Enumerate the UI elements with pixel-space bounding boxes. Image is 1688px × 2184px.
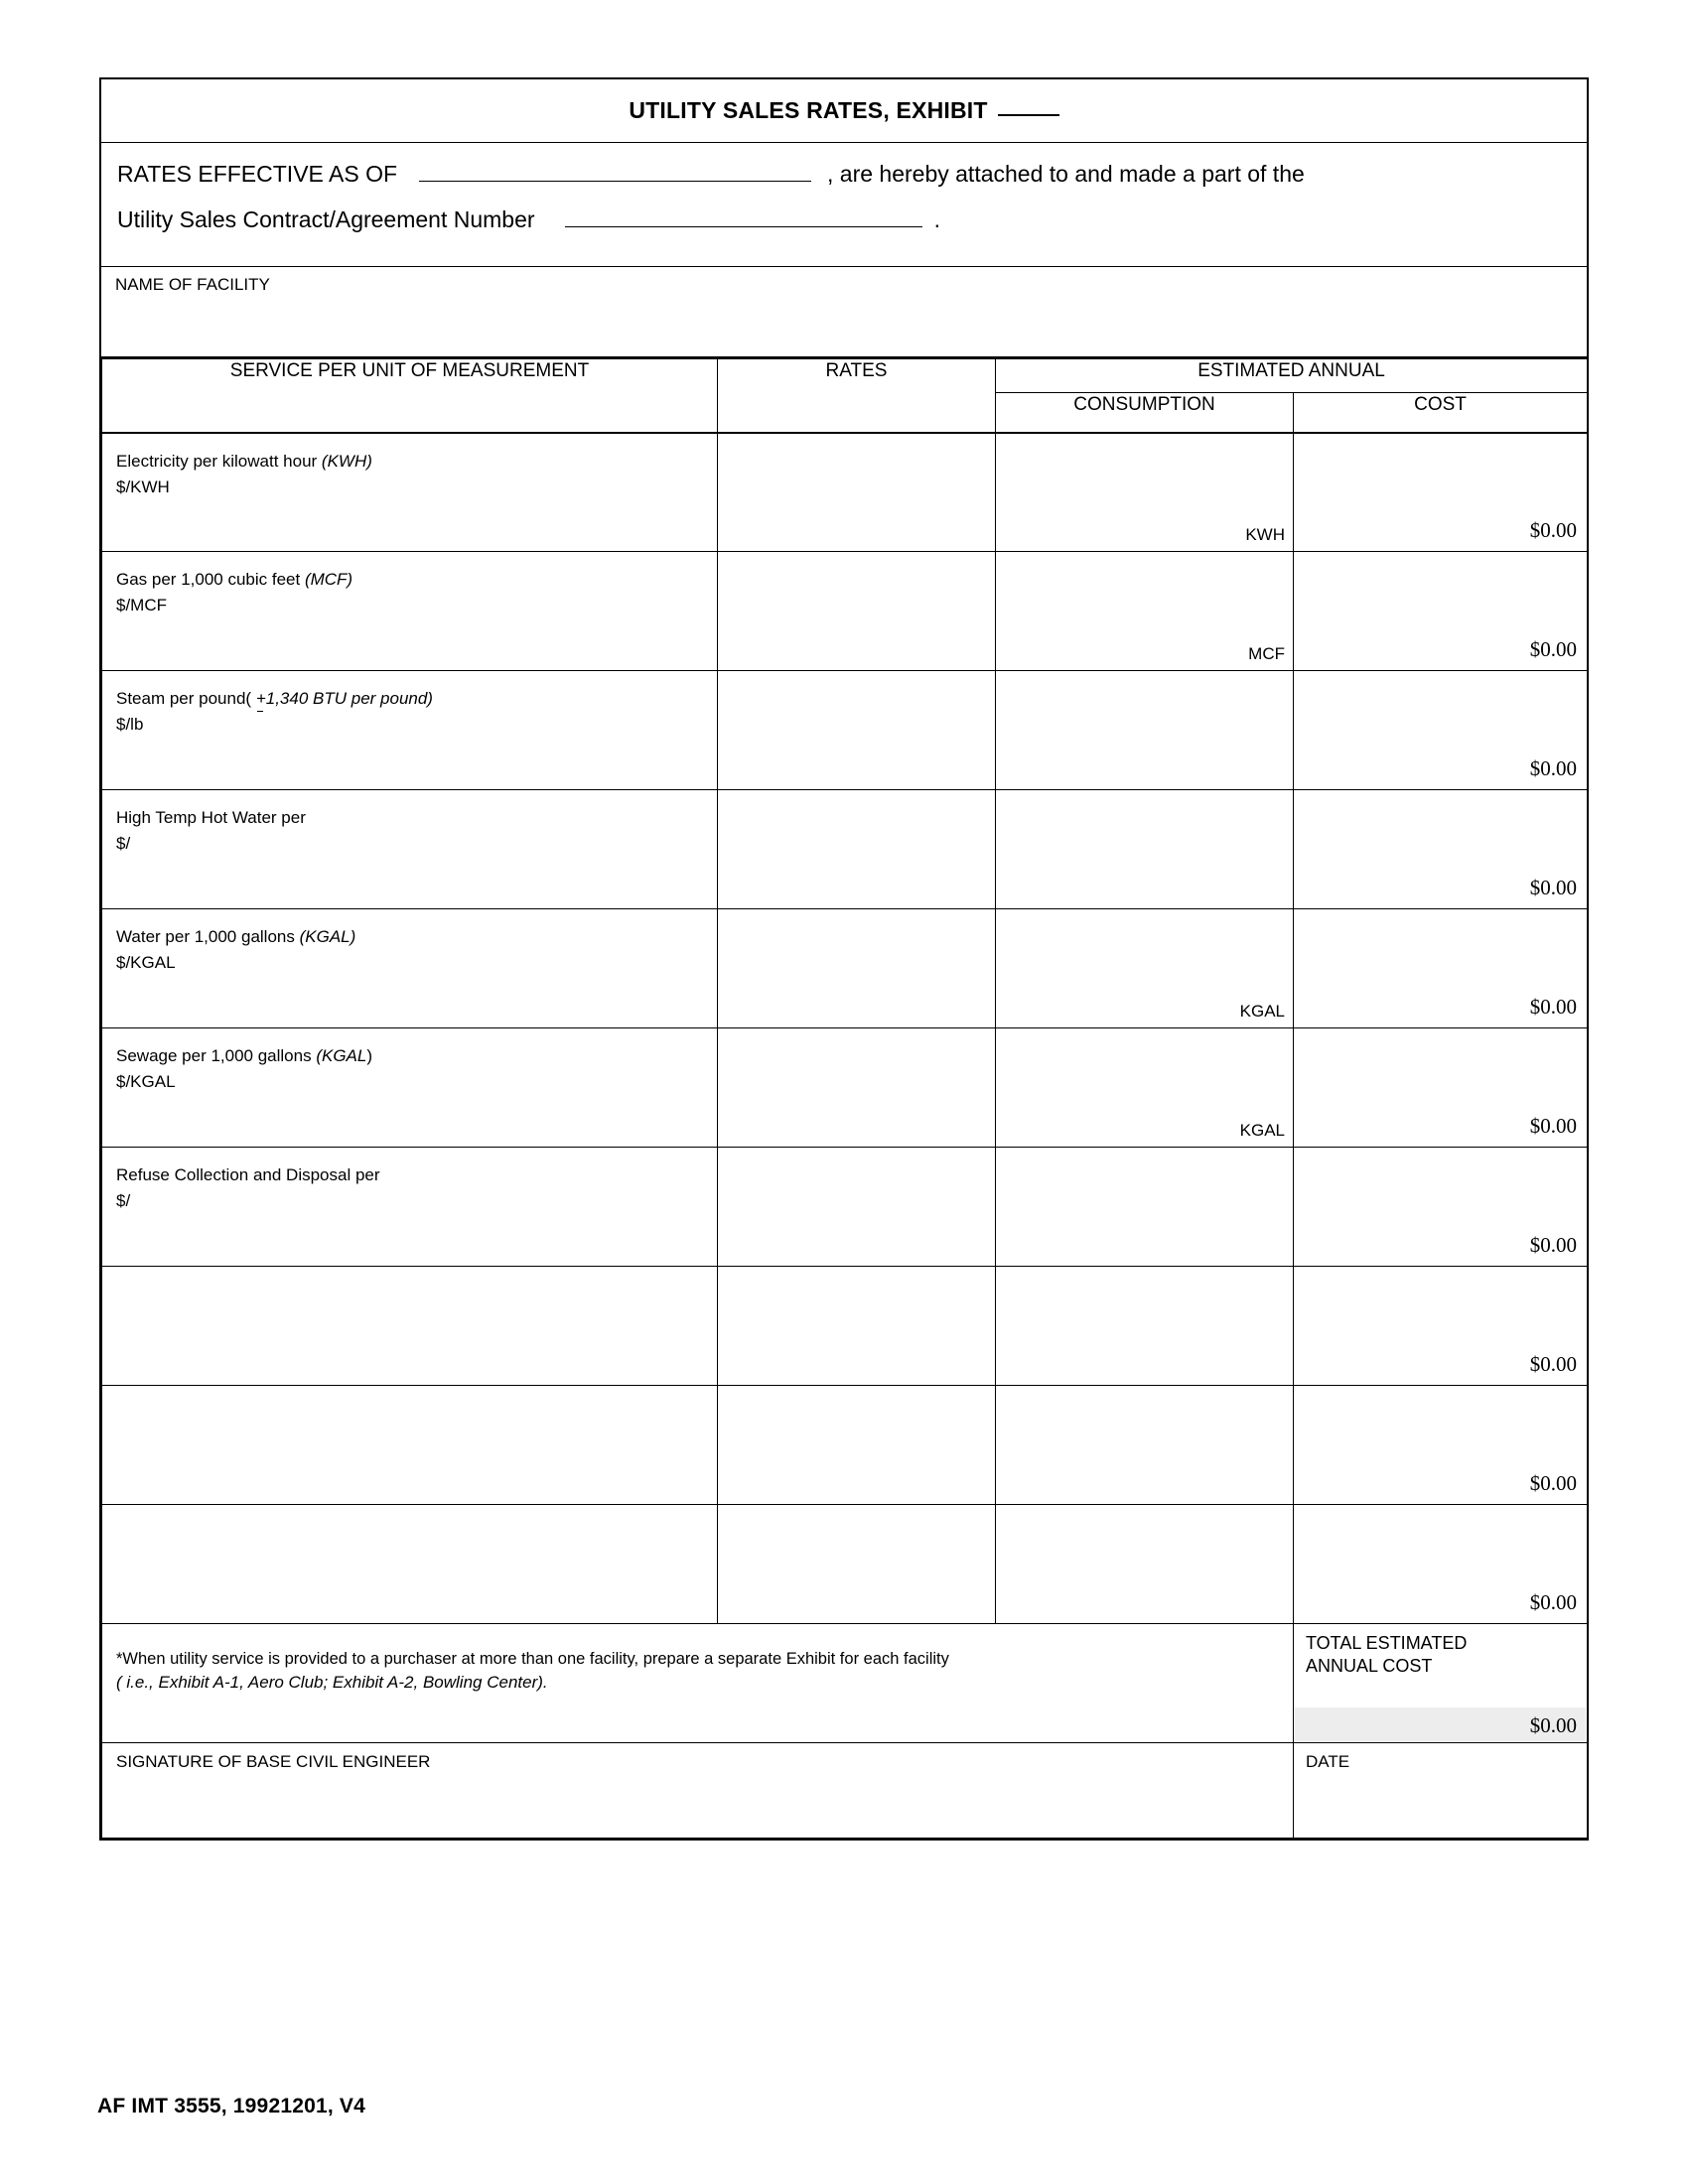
signature-row — [102, 1743, 1588, 1839]
cost-value: $0.00 — [1529, 1471, 1578, 1495]
service-description — [116, 689, 717, 709]
consumption-input-cell[interactable] — [996, 790, 1294, 909]
service-unit-note: (KWH) — [321, 451, 372, 471]
service-description — [116, 570, 717, 590]
table-row — [102, 671, 1588, 790]
cost-value: $0.00 — [1529, 1114, 1578, 1138]
service-cell — [102, 909, 718, 1028]
attached-text: , are hereby attached to and made a part of the — [827, 161, 1305, 187]
consumption-input-cell[interactable] — [996, 1386, 1294, 1505]
cost-value: $0.00 — [1529, 518, 1578, 542]
table-row — [102, 1148, 1588, 1267]
total-estimated-annual-cost-cell — [1294, 1624, 1588, 1743]
exhibit-letter-blank[interactable] — [998, 97, 1059, 116]
service-unit-price-label: $/KWH — [116, 477, 170, 496]
service-cell — [102, 1386, 718, 1505]
consumption-unit-label: KGAL — [1239, 1121, 1285, 1140]
service-unit-note — [256, 689, 433, 708]
col-header-cost: COST — [1294, 393, 1588, 433]
rates-effective-input[interactable] — [419, 161, 811, 182]
service-description — [116, 808, 717, 828]
rate-input-cell[interactable] — [718, 909, 996, 1028]
page-title — [629, 97, 1058, 124]
service-unit-price-label: $/lb — [116, 715, 144, 734]
rate-input-cell[interactable] — [718, 1028, 996, 1148]
consumption-unit-label: KGAL — [1239, 1002, 1285, 1021]
consumption-input-cell[interactable] — [996, 1267, 1294, 1386]
cost-value: $0.00 — [1529, 1233, 1578, 1257]
col-header-estimated-annual: ESTIMATED ANNUAL — [996, 359, 1588, 393]
footnote-line-2: ( i.e., Exhibit A-1, Aero Club; Exhibit A-2, Bowling Center). — [116, 1673, 548, 1692]
table-header-row-1 — [102, 359, 1588, 393]
service-description-text: Gas per 1,000 cubic feet — [116, 570, 305, 589]
service-description-text: Refuse Collection and Disposal per — [116, 1165, 380, 1184]
table-row — [102, 909, 1588, 1028]
service-cell — [102, 1267, 718, 1386]
signature-label: SIGNATURE OF BASE CIVIL ENGINEER — [116, 1752, 431, 1771]
service-unit-price-label: $/KGAL — [116, 1072, 176, 1091]
rates-table — [101, 358, 1588, 1839]
cost-value: $0.00 — [1529, 756, 1578, 780]
rate-input-cell[interactable] — [718, 1505, 996, 1624]
cost-value: $0.00 — [1529, 876, 1578, 899]
table-row — [102, 790, 1588, 909]
facility-band[interactable] — [101, 267, 1587, 358]
consumption-input-cell[interactable] — [996, 909, 1294, 1028]
rates-effective-line — [117, 161, 1587, 206]
service-description-suffix: ) — [366, 1046, 373, 1065]
rate-input-cell[interactable] — [718, 671, 996, 790]
service-unit-note-text: 1,340 BTU per pound) — [265, 689, 433, 708]
service-description-text: High Temp Hot Water per — [116, 808, 306, 827]
consumption-unit-label: KWH — [1245, 525, 1285, 544]
rate-input-cell[interactable] — [718, 1148, 996, 1267]
total-label-line-1: TOTAL ESTIMATED — [1306, 1633, 1468, 1653]
cost-cell — [1294, 433, 1588, 552]
service-description — [116, 1046, 717, 1066]
service-unit-price-label: $/ — [116, 834, 131, 853]
col-header-service: SERVICE PER UNIT OF MEASUREMENT — [102, 359, 718, 433]
table-row — [102, 552, 1588, 671]
plus-minus-icon: + — [255, 689, 266, 708]
service-description-text: Sewage per 1,000 gallons — [116, 1046, 317, 1065]
table-row — [102, 1028, 1588, 1148]
col-header-consumption: CONSUMPTION — [996, 393, 1294, 433]
col-header-rates: RATES — [718, 359, 996, 433]
service-cell — [102, 552, 718, 671]
service-unit-note: (KGAL — [316, 1046, 367, 1065]
rate-input-cell[interactable] — [718, 1267, 996, 1386]
consumption-input-cell[interactable] — [996, 671, 1294, 790]
cost-cell — [1294, 909, 1588, 1028]
service-cell — [102, 790, 718, 909]
service-cell — [102, 1148, 718, 1267]
rate-input-cell[interactable] — [718, 790, 996, 909]
date-cell[interactable] — [1294, 1743, 1588, 1839]
consumption-input-cell[interactable] — [996, 1505, 1294, 1624]
footnote-line-1: *When utility service is provided to a purchaser at more than one facility, prepare a separate Exhibit for each facility — [116, 1650, 949, 1668]
consumption-input-cell[interactable] — [996, 552, 1294, 671]
cost-cell — [1294, 1148, 1588, 1267]
cost-value: $0.00 — [1529, 995, 1578, 1019]
intro-band — [101, 143, 1587, 267]
table-row — [102, 433, 1588, 552]
consumption-input-cell[interactable] — [996, 1148, 1294, 1267]
rates-effective-label: RATES EFFECTIVE AS OF — [117, 161, 398, 187]
service-cell — [102, 1505, 718, 1624]
rates-table-foot — [102, 1624, 1588, 1839]
footnote-total-row — [102, 1624, 1588, 1743]
cost-value: $0.00 — [1529, 1590, 1578, 1614]
date-label: DATE — [1306, 1752, 1350, 1771]
cost-value: $0.00 — [1529, 637, 1578, 661]
signature-cell[interactable] — [102, 1743, 1294, 1839]
contract-number-line — [117, 206, 1587, 252]
cost-cell — [1294, 671, 1588, 790]
service-cell — [102, 1028, 718, 1148]
table-row — [102, 1267, 1588, 1386]
service-description — [116, 927, 717, 947]
cost-cell — [1294, 1386, 1588, 1505]
cost-value: $0.00 — [1529, 1352, 1578, 1376]
service-description-text: Steam per pound( — [116, 689, 256, 708]
rate-input-cell[interactable] — [718, 433, 996, 552]
rates-table-head — [102, 359, 1588, 433]
page-title-text: UTILITY SALES RATES, EXHIBIT — [629, 97, 988, 123]
facility-label: NAME OF FACILITY — [115, 275, 270, 294]
service-unit-price-label: $/KGAL — [116, 953, 176, 972]
form-number: AF IMT 3555, 19921201, V4 — [97, 2095, 365, 2117]
table-row — [102, 1386, 1588, 1505]
service-description-text: Water per 1,000 gallons — [116, 927, 300, 946]
contract-number-input[interactable] — [565, 206, 922, 227]
service-description — [116, 452, 717, 472]
rate-input-cell[interactable] — [718, 552, 996, 671]
cost-cell — [1294, 1505, 1588, 1624]
service-description — [116, 1165, 717, 1185]
service-description-text: Electricity per kilowatt hour — [116, 451, 322, 471]
total-label-line-2: ANNUAL COST — [1306, 1655, 1433, 1676]
form-frame — [99, 77, 1589, 1841]
service-unit-price-label: $/MCF — [116, 596, 167, 614]
cost-cell — [1294, 1028, 1588, 1148]
intro-period: . — [933, 206, 940, 232]
form-title-band — [101, 79, 1587, 143]
table-row — [102, 1505, 1588, 1624]
consumption-input-cell[interactable] — [996, 433, 1294, 552]
consumption-unit-label: MCF — [1248, 644, 1285, 663]
service-unit-note: (MCF) — [304, 570, 353, 589]
total-label — [1306, 1632, 1587, 1677]
service-cell — [102, 671, 718, 790]
cost-cell — [1294, 1267, 1588, 1386]
rates-table-body — [102, 433, 1588, 1624]
total-value: $0.00 — [1529, 1713, 1578, 1737]
service-unit-price-label: $/ — [116, 1191, 131, 1210]
cost-cell — [1294, 552, 1588, 671]
contract-number-label: Utility Sales Contract/Agreement Number — [117, 206, 535, 232]
service-unit-note: (KGAL) — [299, 927, 356, 946]
footnote-cell — [102, 1624, 1294, 1743]
cost-cell — [1294, 790, 1588, 909]
service-cell — [102, 433, 718, 552]
rate-input-cell[interactable] — [718, 1386, 996, 1505]
consumption-input-cell[interactable] — [996, 1028, 1294, 1148]
